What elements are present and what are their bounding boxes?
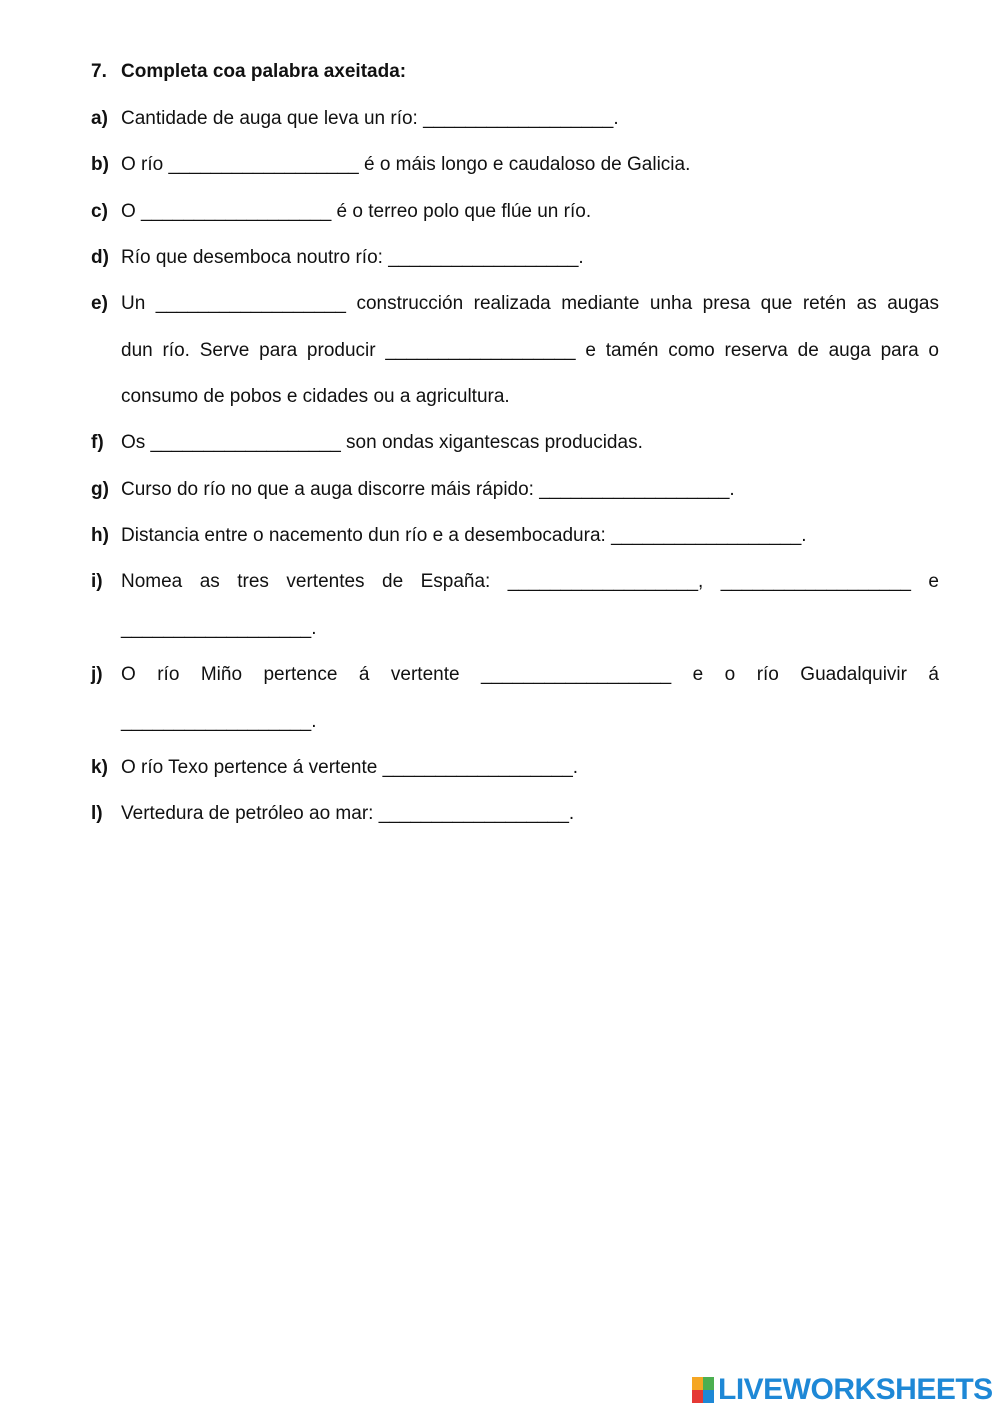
item-label: k) bbox=[91, 757, 108, 778]
item-label: b) bbox=[91, 154, 109, 175]
exercise-item bbox=[91, 757, 939, 792]
item-text-line: Distancia entre o nacemento dun río e a desembocadura: __________________. bbox=[121, 525, 807, 546]
item-label: l) bbox=[91, 803, 103, 824]
item-text bbox=[121, 791, 939, 838]
exercise-item bbox=[91, 664, 939, 745]
item-text-line: Río que desemboca noutro río: __________________. bbox=[121, 247, 584, 268]
item-label: e) bbox=[91, 293, 108, 314]
item-text bbox=[121, 420, 939, 467]
item-text-line: O __________________ é o terreo polo que flúe un río. bbox=[121, 201, 592, 222]
item-text-line: Curso do río no que a auga discorre máis rápido: __________________. bbox=[121, 479, 735, 500]
item-label: d) bbox=[91, 247, 109, 268]
item-label: i) bbox=[91, 571, 103, 592]
item-label: f) bbox=[91, 432, 104, 453]
item-label: c) bbox=[91, 201, 108, 222]
item-label: a) bbox=[91, 108, 108, 129]
logo-text: LIVEWORKSHEETS bbox=[718, 1373, 993, 1406]
item-text-line: Cantidade de auga que leva un río: __________________. bbox=[121, 108, 619, 129]
item-text-line: O río Texo pertence á vertente __________________. bbox=[121, 757, 579, 778]
item-text bbox=[121, 281, 939, 421]
item-text bbox=[121, 142, 939, 189]
item-text bbox=[121, 235, 939, 282]
item-text bbox=[121, 652, 939, 745]
exercise-item bbox=[91, 525, 939, 560]
item-text-line: dun río. Serve para producir __________________ e tamén como reserva de auga para o bbox=[121, 339, 939, 361]
item-text bbox=[121, 467, 939, 514]
exercise-item bbox=[91, 571, 939, 652]
item-text-line: Vertedura de petróleo ao mar: __________________. bbox=[121, 803, 575, 824]
item-text-line: Un __________________ construcción realizada mediante unha presa que retén as augas bbox=[121, 293, 939, 314]
exercise-item bbox=[91, 154, 939, 189]
item-label: h) bbox=[91, 525, 109, 546]
item-text-line: Os __________________ son ondas xigantescas producidas. bbox=[121, 432, 643, 453]
exercise-item bbox=[91, 293, 939, 421]
item-label: j) bbox=[91, 664, 103, 685]
item-text-line: Nomea as tres vertentes de España: __________________, __________________ e bbox=[121, 571, 939, 592]
item-text-line: O río __________________ é o máis longo e caudaloso de Galicia. bbox=[121, 154, 691, 175]
exercise-number: 7. bbox=[91, 61, 107, 82]
exercise-title: Completa coa palabra axeitada: bbox=[121, 61, 407, 82]
liveworksheets-logo bbox=[692, 1374, 993, 1406]
exercise-item bbox=[91, 803, 939, 838]
item-text-line: __________________. bbox=[121, 617, 317, 639]
item-text bbox=[121, 513, 939, 560]
item-text-line: consumo de pobos e cidades ou a agricultura. bbox=[121, 386, 510, 407]
item-label: g) bbox=[91, 479, 109, 500]
exercise-item bbox=[91, 108, 939, 143]
exercise-item bbox=[91, 247, 939, 282]
exercise-item bbox=[91, 201, 939, 236]
item-text bbox=[121, 96, 939, 143]
exercise-heading bbox=[91, 61, 406, 83]
item-text bbox=[121, 745, 939, 792]
exercise-item bbox=[91, 479, 939, 514]
item-text bbox=[121, 189, 939, 236]
exercise-item bbox=[91, 432, 939, 467]
item-text bbox=[121, 559, 939, 652]
item-text-line: __________________. bbox=[121, 710, 317, 732]
item-text-line: O río Miño pertence á vertente __________________ e o río Guadalquivir á bbox=[121, 664, 939, 685]
logo-mark-icon bbox=[692, 1377, 714, 1403]
